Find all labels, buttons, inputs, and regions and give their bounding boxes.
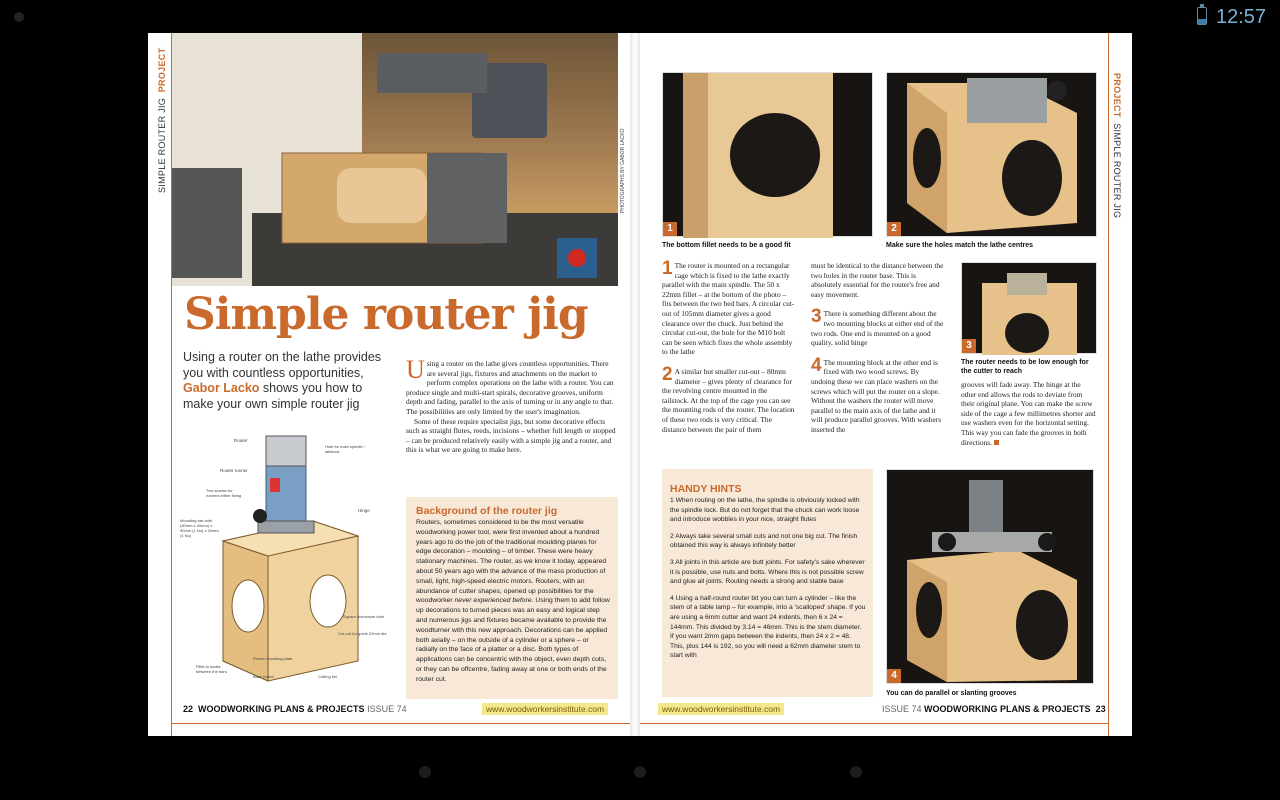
right-page[interactable] xyxy=(640,33,1132,736)
diagram-label-hinge: Hinge xyxy=(358,508,370,513)
dropcap: U xyxy=(406,355,425,384)
step-1-text: The router is mounted on a rectangular cage which is fixed to the lathe exactly parallel with the main spindle. The 50 x 22mm fillet – at the bottom of the photo – fits between the two bed bars. A circular cut-out of 105mm diameter gives a good clearance over the chuck. Just behind the circular cut-out, the hole for the M10 bolt can be seen which fixes the whole assembly to the lathe xyxy=(662,261,795,357)
left-footer-rule xyxy=(172,723,630,724)
photo-3-jig xyxy=(962,263,1098,355)
background-title: Background of the router jig xyxy=(416,505,558,517)
battery-charging-icon xyxy=(1197,7,1207,25)
status-bar xyxy=(0,0,1280,33)
magazine-spread[interactable] xyxy=(148,33,1132,736)
footer-issue-left: ISSUE 74 xyxy=(367,704,407,714)
right-footer xyxy=(882,704,1106,714)
step-2-text: A similar but smaller cut-out – 80mm diameter – gives plenty of clearance for the revolving centre mounted in the tailstock. At the top of the cage you can see the mounting rods of the router. The location of these two rods is very critical. The distance between the pair of them xyxy=(662,366,795,434)
standfirst xyxy=(183,350,388,412)
photo-2 xyxy=(886,72,1097,237)
step-3-number: 3 xyxy=(811,306,822,328)
article-title: Simple router jig xyxy=(184,289,588,340)
lathe-router-illustration xyxy=(172,33,618,286)
photo-4-number: 4 xyxy=(887,669,901,683)
photo-3-number: 3 xyxy=(962,339,976,353)
status-clock: 12:57 xyxy=(1216,6,1267,28)
photo-credit: PHOTOGRAPHS BY GABOR LACKO xyxy=(620,128,626,213)
photo-3 xyxy=(961,262,1097,354)
text-column-2 xyxy=(811,261,945,473)
diagram-label-runner: Router runner xyxy=(220,468,248,473)
col-3-text: grooves will fade away. The hinge at the other end allows the rods to deviate from their original plane. You can make the screw side of the cage a few millimetres shorter and use washers even for the horizontal setting. This way you can fade the grooves in both directions. xyxy=(961,380,1096,447)
handy-hints-panel xyxy=(662,469,873,697)
step-2 xyxy=(662,363,795,434)
photo-4-jig xyxy=(887,470,1095,685)
photo-2-jig xyxy=(887,73,1098,238)
diagram-label-hole: Hole for main spindle / tailstock xyxy=(325,444,365,454)
right-footer-rule xyxy=(640,723,1108,724)
diagram-label-cutout: Cut-out for guide 22mm dia xyxy=(338,631,387,636)
left-side-label xyxy=(157,48,167,193)
hints-list xyxy=(670,496,866,661)
photo-1 xyxy=(662,72,873,237)
diagram-label-fillet: Fillet to locate between the bars xyxy=(196,664,227,674)
step-4-text: The mounting block at the other end is fixed with two wood screws. By undoing these we can place washers on the screws which will put the router on a slope. Without the washers the router will move parallel to the main axis of the lathe and it will produce parallel grooves. With washers inserted the xyxy=(811,357,942,434)
background-panel xyxy=(406,497,618,699)
step-3 xyxy=(811,306,945,348)
left-footer xyxy=(183,704,407,714)
notification-dot-icon xyxy=(14,12,24,22)
photo-1-caption: The bottom fillet needs to be a good fit xyxy=(662,242,791,249)
step-1 xyxy=(662,258,795,357)
right-side-label-section: PROJECT xyxy=(1112,73,1122,118)
router-jig-diagram xyxy=(178,426,393,696)
footer-title-left: WOODWORKING PLANS & PROJECTS xyxy=(198,704,365,714)
side-label-section: PROJECT xyxy=(157,47,167,93)
right-side-label xyxy=(1112,73,1122,218)
text-column-1 xyxy=(662,258,795,473)
step-2-number: 2 xyxy=(662,363,673,385)
author-name: Gabor Lacko xyxy=(183,381,260,395)
hint-4: 4 Using a half-round router bit you can turn a cylinder – like the stem of a table lamp – for example, into a 'scalloped' shape. If you are using a 6mm cutter and want 24 indents, then 6 x 24 = 144mm. This divided by 3.14 = 46mm. This is the stem diameter. If you want 2mm gaps between the indents, then 24 x 2 = 48. This, plus 144 is 192, so you will need a 62mm diameter stem to start with xyxy=(670,594,866,660)
standfirst-text-end: shows you how to make your own simple router jig xyxy=(183,381,363,411)
diagram-label-base: Base board xyxy=(253,674,274,679)
background-body xyxy=(416,518,611,685)
intro-paragraph-1: sing a router on the lathe gives countless opportunities. There are several jigs, fixtures and attachments on the market to perform complex operations on the lathe with a router. You can produce single and multi-start spirals, decorative grooves, uniform depth and fading, parallel to the axis of turning or in any angle to that. The possibilities are only limited by the user's imagination. xyxy=(406,359,614,416)
spine-gutter xyxy=(630,33,640,736)
diagram-label-screws: Two screws for runners either fixing xyxy=(206,488,242,498)
page-indicator-dot-2[interactable] xyxy=(634,766,646,778)
diagram-label-router: Router xyxy=(234,438,248,443)
side-label-title: SIMPLE ROUTER JIG xyxy=(157,97,167,193)
step-4-number: 4 xyxy=(811,354,822,376)
end-mark-icon xyxy=(994,440,999,445)
photo-4-caption: You can do parallel or slanting grooves xyxy=(886,690,1017,697)
page-indicator-dot-1[interactable] xyxy=(419,766,431,778)
photo-4 xyxy=(886,469,1094,684)
right-margin-rule xyxy=(1108,33,1109,736)
intro-paragraph-2: Some of these require specialist jigs, but some decorative effects such as straight flutes, reeds, incisions – whether full length or stopped – can be produced relatively easily with a simple jig and a router, and this is what we are going to make here. xyxy=(406,416,616,455)
diagram-label-cutting-list: Cutting list xyxy=(318,674,337,679)
diagram-label-plate: Router mounting plate xyxy=(253,656,293,661)
photo-1-number: 1 xyxy=(663,222,677,236)
step-4 xyxy=(811,354,945,435)
diagram-label-tube: Square aluminium tube xyxy=(343,614,385,619)
intro-body xyxy=(406,355,618,455)
left-page[interactable] xyxy=(148,33,630,736)
photo-1-jig xyxy=(663,73,874,238)
col-2-text: must be identical to the distance between the two holes in the router base. This is absolutely essential for the router's free and easy movement. xyxy=(811,261,944,299)
photo-3-caption: The router needs to be low enough for the cutter to reach xyxy=(961,359,1089,375)
page-number-left: 22 xyxy=(183,704,194,714)
text-column-3 xyxy=(961,380,1097,447)
page-number-right: 23 xyxy=(1095,704,1106,714)
standfirst-text: Using a router on the lathe provides you with countless opportunities, xyxy=(183,350,382,380)
hint-3: 3 All joints in this article are butt joints. For safety's sake wherever it is possible, use nuts and bolts. Where this is not possible screw and glue all joints. Routing needs a strong and stable base xyxy=(670,558,865,586)
photo-2-number: 2 xyxy=(887,222,901,236)
right-side-label-title: SIMPLE ROUTER JIG xyxy=(1112,123,1122,219)
step-1-number: 1 xyxy=(662,258,673,279)
background-text-2: Using them to add follow up decorations to turned pieces was an easy and logical step and numerous jigs and fixtures became available to provide the woodturner with this new approach. Decorations can be applied both axially – on the outside of a cylinder or a sphere – or radially on the face of a platter or a disc. Both types of applications can be concentric with the object, even depth cuts, or they can be offcentre, fading away at one or both ends of the router cut. xyxy=(416,597,610,683)
footer-url-right[interactable]: www.woodworkersinstitute.com xyxy=(658,703,784,715)
footer-title-right: WOODWORKING PLANS & PROJECTS xyxy=(924,704,1091,714)
footer-issue-right: ISSUE 74 xyxy=(882,704,922,714)
hint-2: 2 Always take several small cuts and not one big cut. The finish obtained this way is always infinitely better xyxy=(670,532,858,550)
hero-photo xyxy=(172,33,626,286)
background-text-italic: never experienced before. xyxy=(454,597,534,605)
footer-url-left[interactable]: www.woodworkersinstitute.com xyxy=(482,703,608,715)
page-indicator-dot-3[interactable] xyxy=(850,766,862,778)
hint-1: 1 When routing on the lathe, the spindle is obviously locked with the spindle lock. But do not forget that the chuck can work loose and introduce wobbles in your nice, straight flutes xyxy=(670,497,860,524)
hints-title: HANDY HINTS xyxy=(670,483,742,495)
background-text-1: Routers, sometimes considered to be the most versatile woodworking power tool, were first invented about a hundred years ago to do the job of the traditional moulding planes for edge decoration – moulding – of timber. These were heavy stationary machines. The router, as we know it today, appeared about 50 years ago with the advance of the mass production of small, light, high-speed electric motors. Routers, with an abundance of cutter shapes, opened up possibilities for the woodworker xyxy=(416,519,607,605)
photo-2-caption: Make sure the holes match the lathe centres xyxy=(886,242,1034,249)
diagram-label-mounting-bar: Mounting bar both (30mm x 40mm) x 90mm (1 No) x 30mm (1 No) xyxy=(180,518,219,538)
step-3-text: There is something different about the two mounting blocks at either end of the two rods. One end is mounted on a good quality, solid hinge xyxy=(811,309,944,348)
